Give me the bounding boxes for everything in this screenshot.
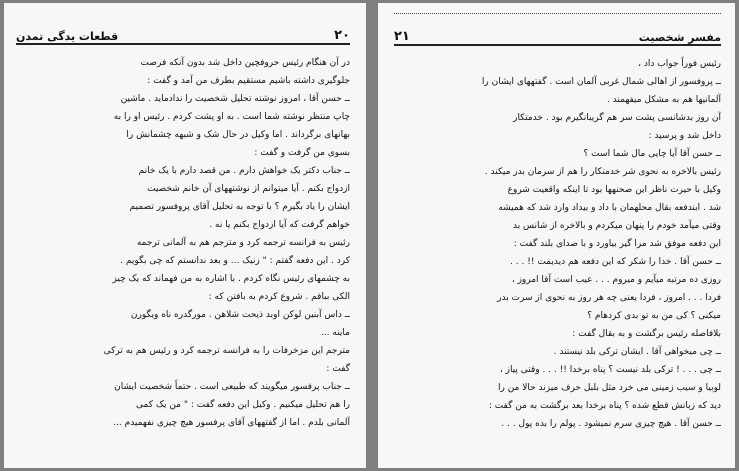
text-line: رئیس فوراً جواب داد ، bbox=[638, 59, 721, 69]
text-line: الکی ببافم . شروع کردم به بافتن که : bbox=[208, 292, 350, 302]
text-line: بسوی من گرفت و گفت : bbox=[254, 148, 350, 158]
text-line: چاپ منتظر نوشته شما است . به او پشت کردم . رئیس او را به bbox=[113, 112, 350, 122]
page-header bbox=[394, 13, 721, 46]
running-title: مفسر شخصیت bbox=[638, 31, 721, 44]
text-line: ــ حسن آقا . هیچ چیزی سرم نمیشود . پولم را بده پول . . . bbox=[501, 419, 721, 429]
right-page bbox=[378, 3, 735, 468]
text-line: ازدواج بکنم . آیا میتوانم از نوشتههای آن خانم شخصیت bbox=[147, 184, 350, 194]
text-line: خواهم گرفت که آیا ازدواج بکنم یا نه . bbox=[209, 220, 350, 230]
text-line: وقتی میآمد خودم را پنهان میکردم و بالاخره از شانس بد bbox=[512, 221, 721, 231]
text-line: ماینه ... bbox=[320, 328, 350, 338]
text-line: روزی ده مرتبه میآیم و میروم . . . عیب است آقا امروز ، bbox=[511, 275, 721, 285]
text-line: کرد . این دفعه گفتم : " زنیک ... و بعد ندانستم که چی بگویم . bbox=[120, 256, 350, 266]
text-line: جلوگیری داشته باشیم مستقیم بطرف من آمد و گفت : bbox=[147, 76, 350, 86]
text-line: گفت : bbox=[326, 364, 350, 374]
page-body bbox=[394, 55, 721, 433]
text-line: آلمانی بلدم . اما از گفتههای آقای پرفسور هیچ چیزی نفهمیدم ... bbox=[113, 418, 350, 428]
left-page bbox=[4, 3, 366, 468]
text-line: وکیل با حیرت ناظر این صحنهها بود تا اینکه واقعیت شروع bbox=[507, 185, 721, 195]
text-line: را هم تحلیل میکنیم . وکیل این دفعه گفت : " من یک کمی bbox=[136, 400, 350, 410]
text-line: در آن هنگام رئیس حروفچین داخل شد بدون آنکه فرصت bbox=[140, 58, 350, 68]
text-line: رئیس به فرانسه ترجمه کرد و مترجم هم به آلمانی ترجمه bbox=[136, 238, 350, 248]
text-line: ــ حسن آقا ، امروز نوشته تحلیل شخصیت را ندادماید . ماشین bbox=[120, 94, 350, 104]
text-line: آلمانیها هم به مشکل میفهمند . bbox=[606, 95, 721, 105]
page-number: ۲۱ bbox=[394, 29, 410, 44]
page-number: ۲۰ bbox=[334, 28, 350, 43]
text-line: میکنی ؟ کی من به تو بدی کردهام ؟ bbox=[587, 311, 721, 321]
text-line: داخل شد و پرسید : bbox=[648, 131, 721, 141]
text-line: ایشان را یاد بگیرم ؟ با توجه به تحلیل آقای پروفسور تصمیم bbox=[129, 202, 350, 212]
text-line: ــ جناب پرفسور میگویند که طبیعی است . حتماً شخصیت ایشان bbox=[114, 382, 350, 392]
text-line: فردا . . . امروز ، فردا یعنی چه هر روز به نحوی از سرت بدر bbox=[497, 293, 721, 303]
text-line: ــ چی . . . ! ترکی بلد نیست ؟ پناه برخدا !! . . . وقتی پیاز ، bbox=[499, 365, 721, 375]
text-line: ــ حسن آقا آیا چایی مال شما است ؟ bbox=[583, 149, 721, 159]
text-line: ــ داس آبنین لوکن اوبد ذیحت شلاهن . مورگدره ناه ویگورن bbox=[130, 310, 350, 320]
page-body bbox=[16, 54, 350, 432]
text-line: به چشمهای رئیس نگاه کردم . با اشاره به من فهماند که یک چیز bbox=[112, 274, 350, 284]
text-line: ــ حسن آقا . خدا را شکر که این دفعه هم دیدیمت !! . . . bbox=[510, 257, 721, 267]
text-line: ــ جناب دکتر یک خواهش دارم . من قصد دارم با یک خانم bbox=[138, 166, 350, 176]
text-line: ــ چی میخواهی آقا . ایشان ترکی بلد نیستند . bbox=[553, 347, 721, 357]
text-line: این دفعه موفق شد مرا گیر بیاورد و با صدای بلند گفت : bbox=[513, 239, 721, 249]
text-line: رئیس بالاخره به نحوی شر خدمتکار را هم از سرمان بدر میکند . bbox=[484, 167, 721, 177]
text-line: دید که زبانش قطع شده ؟ پناه برخدا بعد برگشت به من گفت : bbox=[488, 401, 721, 411]
text-line: لوبیا و سیب زمینی می خرد مثل بلبل حرف میزند حالا من را bbox=[497, 383, 721, 393]
text-line: بلافاصله رئیس برگشت و به بقال گفت : bbox=[572, 329, 721, 339]
text-line: آن روز بدشانسی پشت سر هم گریبانگیرم بود . خدمتکار bbox=[513, 113, 721, 123]
text-line: بهانهای برگرداند . اما وکیل در حال شک و شبهه چشمانش را bbox=[126, 130, 350, 140]
text-line: شد . ابندفعه بقال محلهمان با داد و بیداد وارد شد که همیشه bbox=[498, 203, 721, 213]
page-header bbox=[16, 13, 350, 45]
running-title: قطعات یدگی تمدن bbox=[16, 30, 119, 43]
text-line: مترجم این مزخرفات را به فرانسه ترجمه کرد و رئیس هم به ترکی bbox=[103, 346, 350, 356]
text-line: ــ پروفسور از اهالی شمال غربی آلمان است . گفتههای ایشان را bbox=[481, 77, 721, 87]
